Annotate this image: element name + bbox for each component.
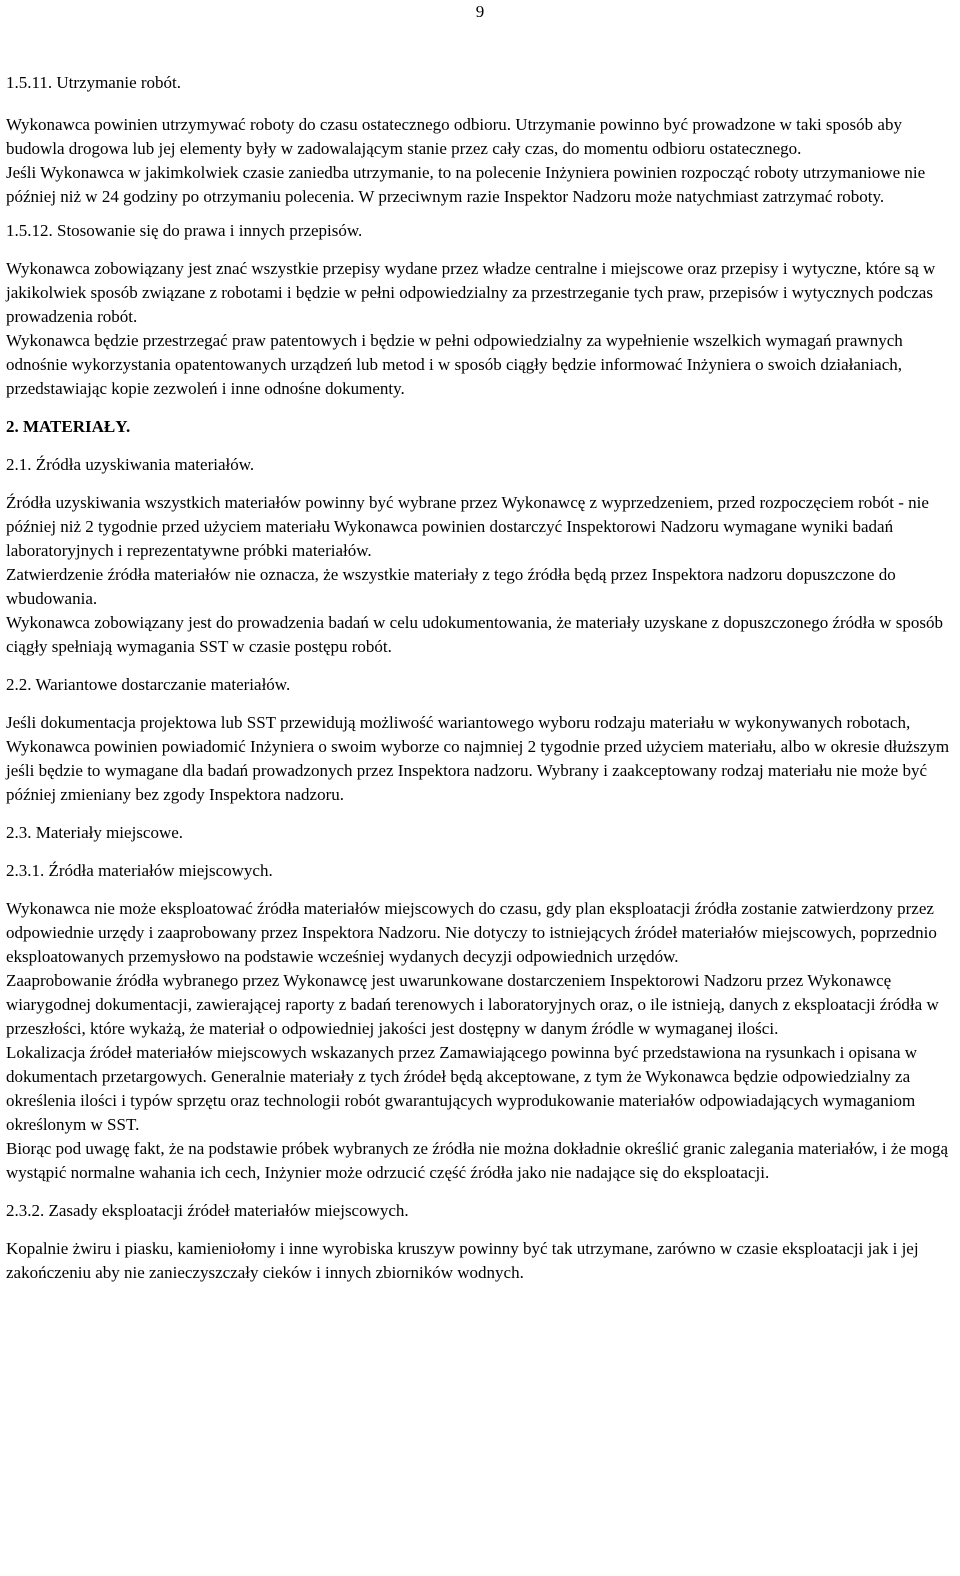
paragraph: Biorąc pod uwagę fakt, że na podstawie próbek wybranych ze źródła nie można dokładnie określić granic zalegania materiałów, i że mogą wystąpić normalne wahania ich cech, Inżynier może odrzucić część źródła jako nie nadające się do eksploatacji. <box>6 1139 949 1182</box>
section-heading-1-5-11: 1.5.11. Utrzymanie robót. <box>6 73 181 92</box>
document-body <box>6 71 956 1285</box>
section-heading-2-3: 2.3. Materiały miejscowe. <box>6 823 184 842</box>
section-heading-2-1: 2.1. Źródła uzyskiwania materiałów. <box>6 455 255 474</box>
paragraph: Źródła uzyskiwania wszystkich materiałów powinny być wybrane przez Wykonawcę z wyprzedzeniem, przed rozpoczęciem robót - nie później niż 2 tygodnie przed użyciem materiału Wykonawca powinien dostarczyć Inspektorowi Nadzoru wymagane wyniki badań laboratoryjnych i reprezentatywne próbki materiałów. <box>6 493 929 560</box>
paragraph: Wykonawca powinien utrzymywać roboty do czasu ostatecznego odbioru. Utrzymanie powinno być prowadzone w taki sposób aby budowla drogowa lub jej elementy były w zadowalającym stanie przez cały czas, do momentu odbioru ostatecznego. <box>6 115 902 158</box>
paragraph: Wykonawca zobowiązany jest znać wszystkie przepisy wydane przez władze centralne i miejscowe oraz przepisy i wytyczne, które są w jakikolwiek sposób związane z robotami i będzie w pełni odpowiedzialny za przestrzeganie tych praw, przepisów i wytycznych podczas prowadzenia robót. <box>6 259 936 326</box>
section-heading-2-2: 2.2. Wariantowe dostarczanie materiałów. <box>6 675 291 694</box>
paragraph: Lokalizacja źródeł materiałów miejscowych wskazanych przez Zamawiającego powinna być przedstawiona na rysunkach i opisana w dokumentach przetargowych. Generalnie materiały z tych źródeł będą akceptowane, z tym że Wykonawca będzie odpowiedzialny za określenia ilości i typów sprzętu oraz technologii robót gwarantujących wyprodukowanie materiałów odpowiadających wymaganiom określonym w SST. <box>6 1043 918 1134</box>
section-heading-2-3-1: 2.3.1. Źródła materiałów miejscowych. <box>6 861 273 880</box>
paragraph: Wykonawca będzie przestrzegać praw patentowych i będzie w pełni odpowiedzialny za wypełnienie wszelkich wymagań prawnych odnośnie wykorzystania opatentowanych urządzeń lub metod i w sposób ciągły będzie informować Inżyniera o swoich działaniach, przedstawiając kopie zezwoleń i inne odnośne dokumenty. <box>6 331 903 398</box>
paragraph: Jeśli Wykonawca w jakimkolwiek czasie zaniedba utrzymanie, to na polecenie Inżyniera powinien rozpocząć roboty utrzymaniowe nie później niż w 24 godziny po otrzymaniu polecenia. W przeciwnym razie Inspektor Nadzoru może natychmiast zatrzymać roboty. <box>6 163 926 206</box>
paragraph: Wykonawca zobowiązany jest do prowadzenia badań w celu udokumentowania, że materiały uzyskane z dopuszczonego źródła w sposób ciągły spełniają wymagania SST w czasie postępu robót. <box>6 613 943 656</box>
section-heading-1-5-12: 1.5.12. Stosowanie się do prawa i innych przepisów. <box>6 221 363 240</box>
chapter-heading-2: 2. MATERIAŁY. <box>6 417 131 436</box>
paragraph: Zaaprobowanie źródła wybranego przez Wykonawcę jest uwarunkowane dostarczeniem Inspektorowi Nadzoru przez Wykonawcę wiarygodnej dokumentacji, zawierającej raporty z badań terenowych i laboratoryjnych oraz, o ile istnieją, danych z eksploatacji źródła w przeszłości, które wykażą, że materiał o odpowiedniej jakości jest dostępny w danym źródle w wymaganej ilości. <box>6 971 939 1038</box>
paragraph: Kopalnie żwiru i piasku, kamieniołomy i inne wyrobiska kruszyw powinny być tak utrzymane, zarówno w czasie eksploatacji jak i jej zakończeniu aby nie zanieczyszczały cieków i innych zbiorników wodnych. <box>6 1239 919 1282</box>
paragraph: Jeśli dokumentacja projektowa lub SST przewidują możliwość wariantowego wyboru rodzaju materiału w wykonywanych robotach, Wykonawca powinien powiadomić Inżyniera o swoim wyborze co najmniej 2 tygodnie przed użyciem materiału, albo w okresie dłuższym jeśli będzie to wymagane dla badań prowadzonych przez Inspektora nadzoru. Wybrany i zaakceptowany rodzaj materiału nie może być później zmieniany bez zgody Inspektora nadzoru. <box>6 713 950 804</box>
paragraph: Zatwierdzenie źródła materiałów nie oznacza, że wszystkie materiały z tego źródła będą przez Inspektora nadzoru dopuszczone do wbudowania. <box>6 565 896 608</box>
paragraph: Wykonawca nie może eksploatować źródła materiałów miejscowych do czasu, gdy plan eksploatacji źródła zostanie zatwierdzony przez odpowiednie urzędy i zaaprobowany przez Inspektora Nadzoru. Nie dotyczy to istniejących źródeł materiałów miejscowych, poprzednio eksploatowanych przemysłowo na podstawie wcześniej wydanych decyzji odpowiednich urzędów. <box>6 899 937 966</box>
section-heading-2-3-2: 2.3.2. Zasady eksploatacji źródeł materiałów miejscowych. <box>6 1201 409 1220</box>
page-number: 9 <box>475 2 485 21</box>
